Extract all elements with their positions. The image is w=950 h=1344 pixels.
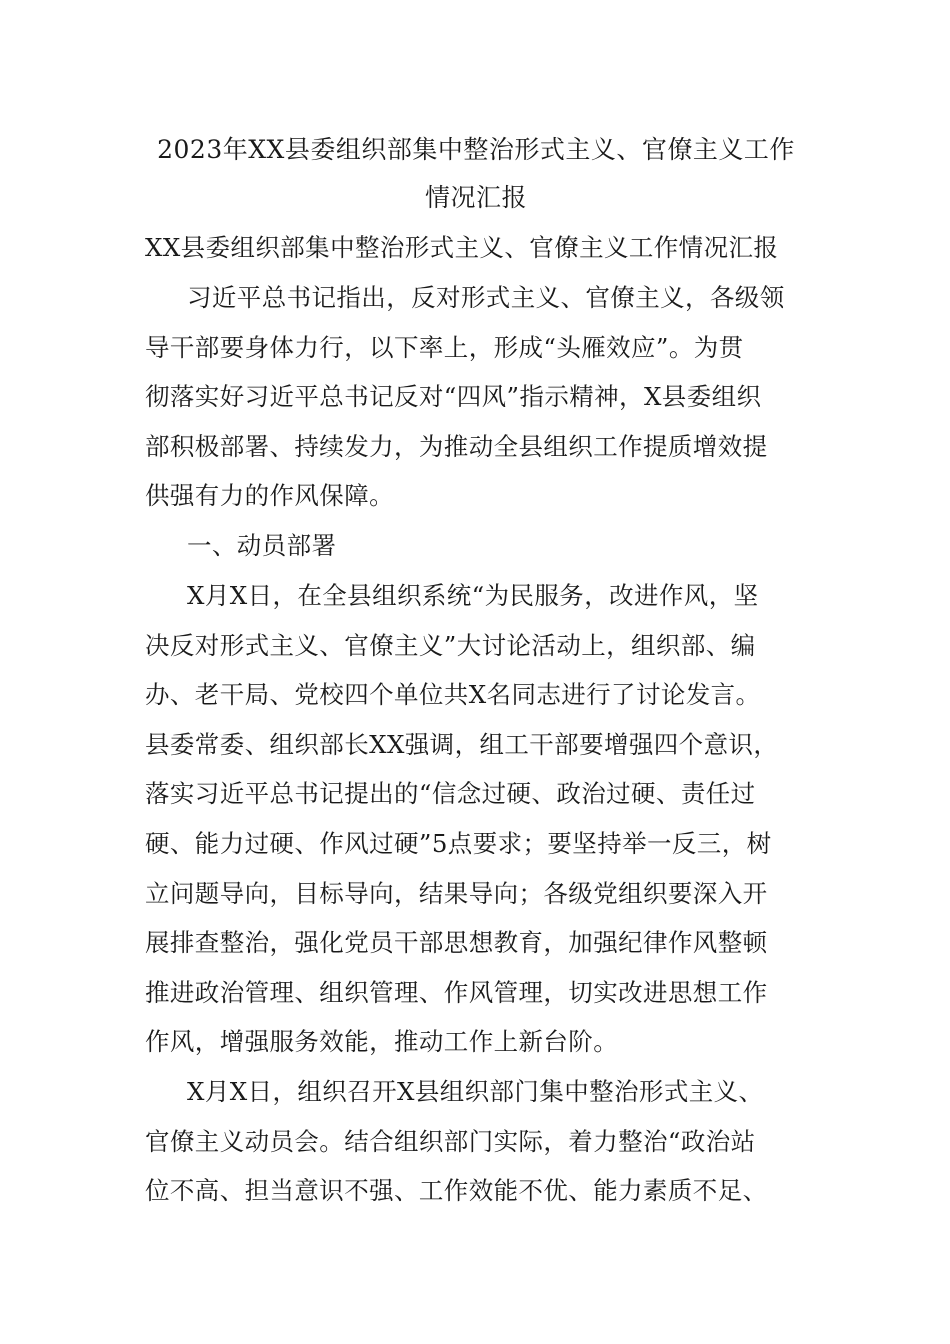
paragraph-line: 县委常委、组织部长XX强调，组工干部要增强四个意识， (145, 729, 779, 759)
paragraph-line: 推进政治管理、组织管理、作风管理，切实改进思想工作 (145, 977, 768, 1007)
document-subtitle: XX县委组织部集中整治形式主义、官僚主义工作情况汇报 (145, 233, 779, 262)
paragraph-line: 硬、能力过硬、作风过硬”5点要求；要坚持举一反三，树 (145, 828, 772, 858)
paragraph-line: 办、老干局、党校四个单位共X名同志进行了讨论发言。 (145, 680, 761, 710)
paragraph-line: X月X日，在全县组织系统“为民服务，改进作风，坚 (187, 580, 759, 610)
intro-paragraph (145, 273, 807, 521)
section-heading-mobilization: 一、动员部署 (187, 530, 337, 560)
paragraph-line: 官僚主义动员会。结合组织部门实际，着力整治“政治站 (145, 1126, 756, 1156)
document-title-line-2: 情况汇报 (424, 183, 527, 212)
document-title-line-1: 2023年XX县委组织部集中整治形式主义、官僚主义工作 (157, 135, 795, 164)
body-paragraph-1 (145, 571, 807, 1067)
paragraph-line: 落实习近平总书记提出的“信念过硬、政治过硬、责任过 (145, 779, 756, 809)
intro-line: 部积极部署、持续发力，为推动全县组织工作提质增效提 (145, 431, 768, 461)
intro-line: 导干部要身体力行，以下率上，形成“头雁效应”。为贯 (145, 332, 744, 362)
document-page (145, 126, 807, 1216)
paragraph-line: X月X日，组织召开X县组织部门集中整治形式主义、 (187, 1076, 764, 1106)
body-paragraph-2 (145, 1067, 807, 1216)
paragraph-line: 立问题导向，目标导向，结果导向；各级党组织要深入开 (145, 878, 768, 908)
intro-line: 供强有力的作风保障。 (145, 481, 394, 511)
paragraph-line: 决反对形式主义、官僚主义”大讨论活动上，组织部、编 (145, 630, 756, 660)
paragraph-line: 展排查整治，强化党员干部思想教育，加强纪律作风整顿 (145, 928, 768, 958)
paragraph-line: 作风，增强服务效能，推动工作上新台阶。 (145, 1027, 619, 1057)
intro-line: 习近平总书记指出，反对形式主义、官僚主义，各级领 (187, 283, 785, 312)
intro-line: 彻落实好习近平总书记反对“四风”指示精神，X县委组织 (145, 382, 762, 412)
paragraph-line: 位不高、担当意识不强、工作效能不优、能力素质不足、 (145, 1176, 768, 1206)
